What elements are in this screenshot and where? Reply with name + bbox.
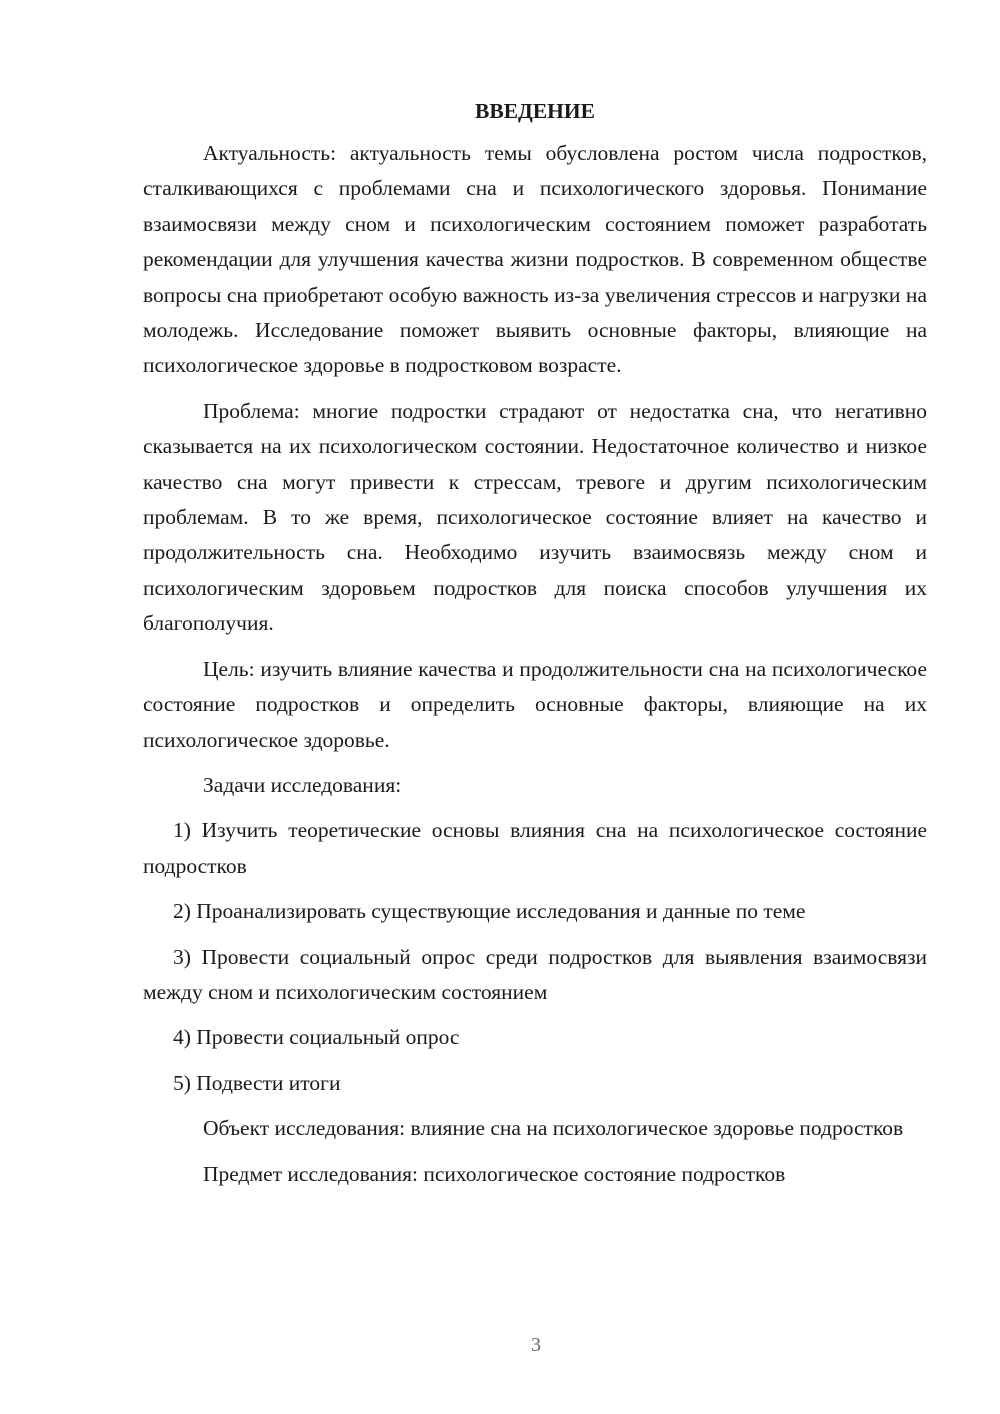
paragraph-relevance: Актуальность: актуальность темы обусловлена ростом числа подростков, сталкивающихся с проблемами сна и психологического здоровья. Понимание взаимосвязи между сном и психологическим состоянием поможет разработать рекомендации для улучшения качества жизни подростков. В современном обществе вопросы сна приобретают особую важность из-за увеличения стрессов и нагрузки на молодежь. Исследование поможет выявить основные факторы, влияющие на психологическое здоровье в подростковом возрасте. — [143, 141, 927, 378]
tasks-heading: Задачи исследования: — [203, 772, 402, 797]
task-item: 2) Проанализировать существующие исследования и данные по теме — [173, 899, 806, 924]
task-item: 4) Провести социальный опрос — [173, 1025, 460, 1050]
paragraph-goal: Цель: изучить влияние качества и продолжительности сна на психологическое состояние подростков и определить основные факторы, влияющие на их психологическое здоровье. — [143, 656, 927, 752]
task-item: 5) Подвести итоги — [173, 1070, 341, 1095]
paragraph-problem: Проблема: многие подростки страдают от недостатка сна, что негативно сказывается на их психологическом состоянии. Недостаточное количество и низкое качество сна могут привести к стрессам, тревоге и другим психологическим проблемам. В то же время, психологическое состояние влияет на качество и продолжительность сна. Необходимо изучить взаимосвязь между сном и психологическим здоровьем подростков для поиска способов улучшения их благополучия. — [143, 398, 927, 636]
section-title: ВВЕДЕНИЕ — [475, 99, 595, 123]
research-object: Объект исследования: влияние сна на психологическое здоровье подростков — [203, 1116, 904, 1141]
research-subject: Предмет исследования: психологическое состояние подростков — [203, 1161, 786, 1186]
task-item: 3) Провести социальный опрос среди подростков для выявления взаимосвязи между сном и психологическим состоянием — [143, 944, 927, 1004]
page-content — [143, 96, 927, 1192]
task-item: 1) Изучить теоретические основы влияния сна на психологическое состояние подростков — [143, 818, 927, 878]
page-number: 3 — [531, 1334, 541, 1356]
